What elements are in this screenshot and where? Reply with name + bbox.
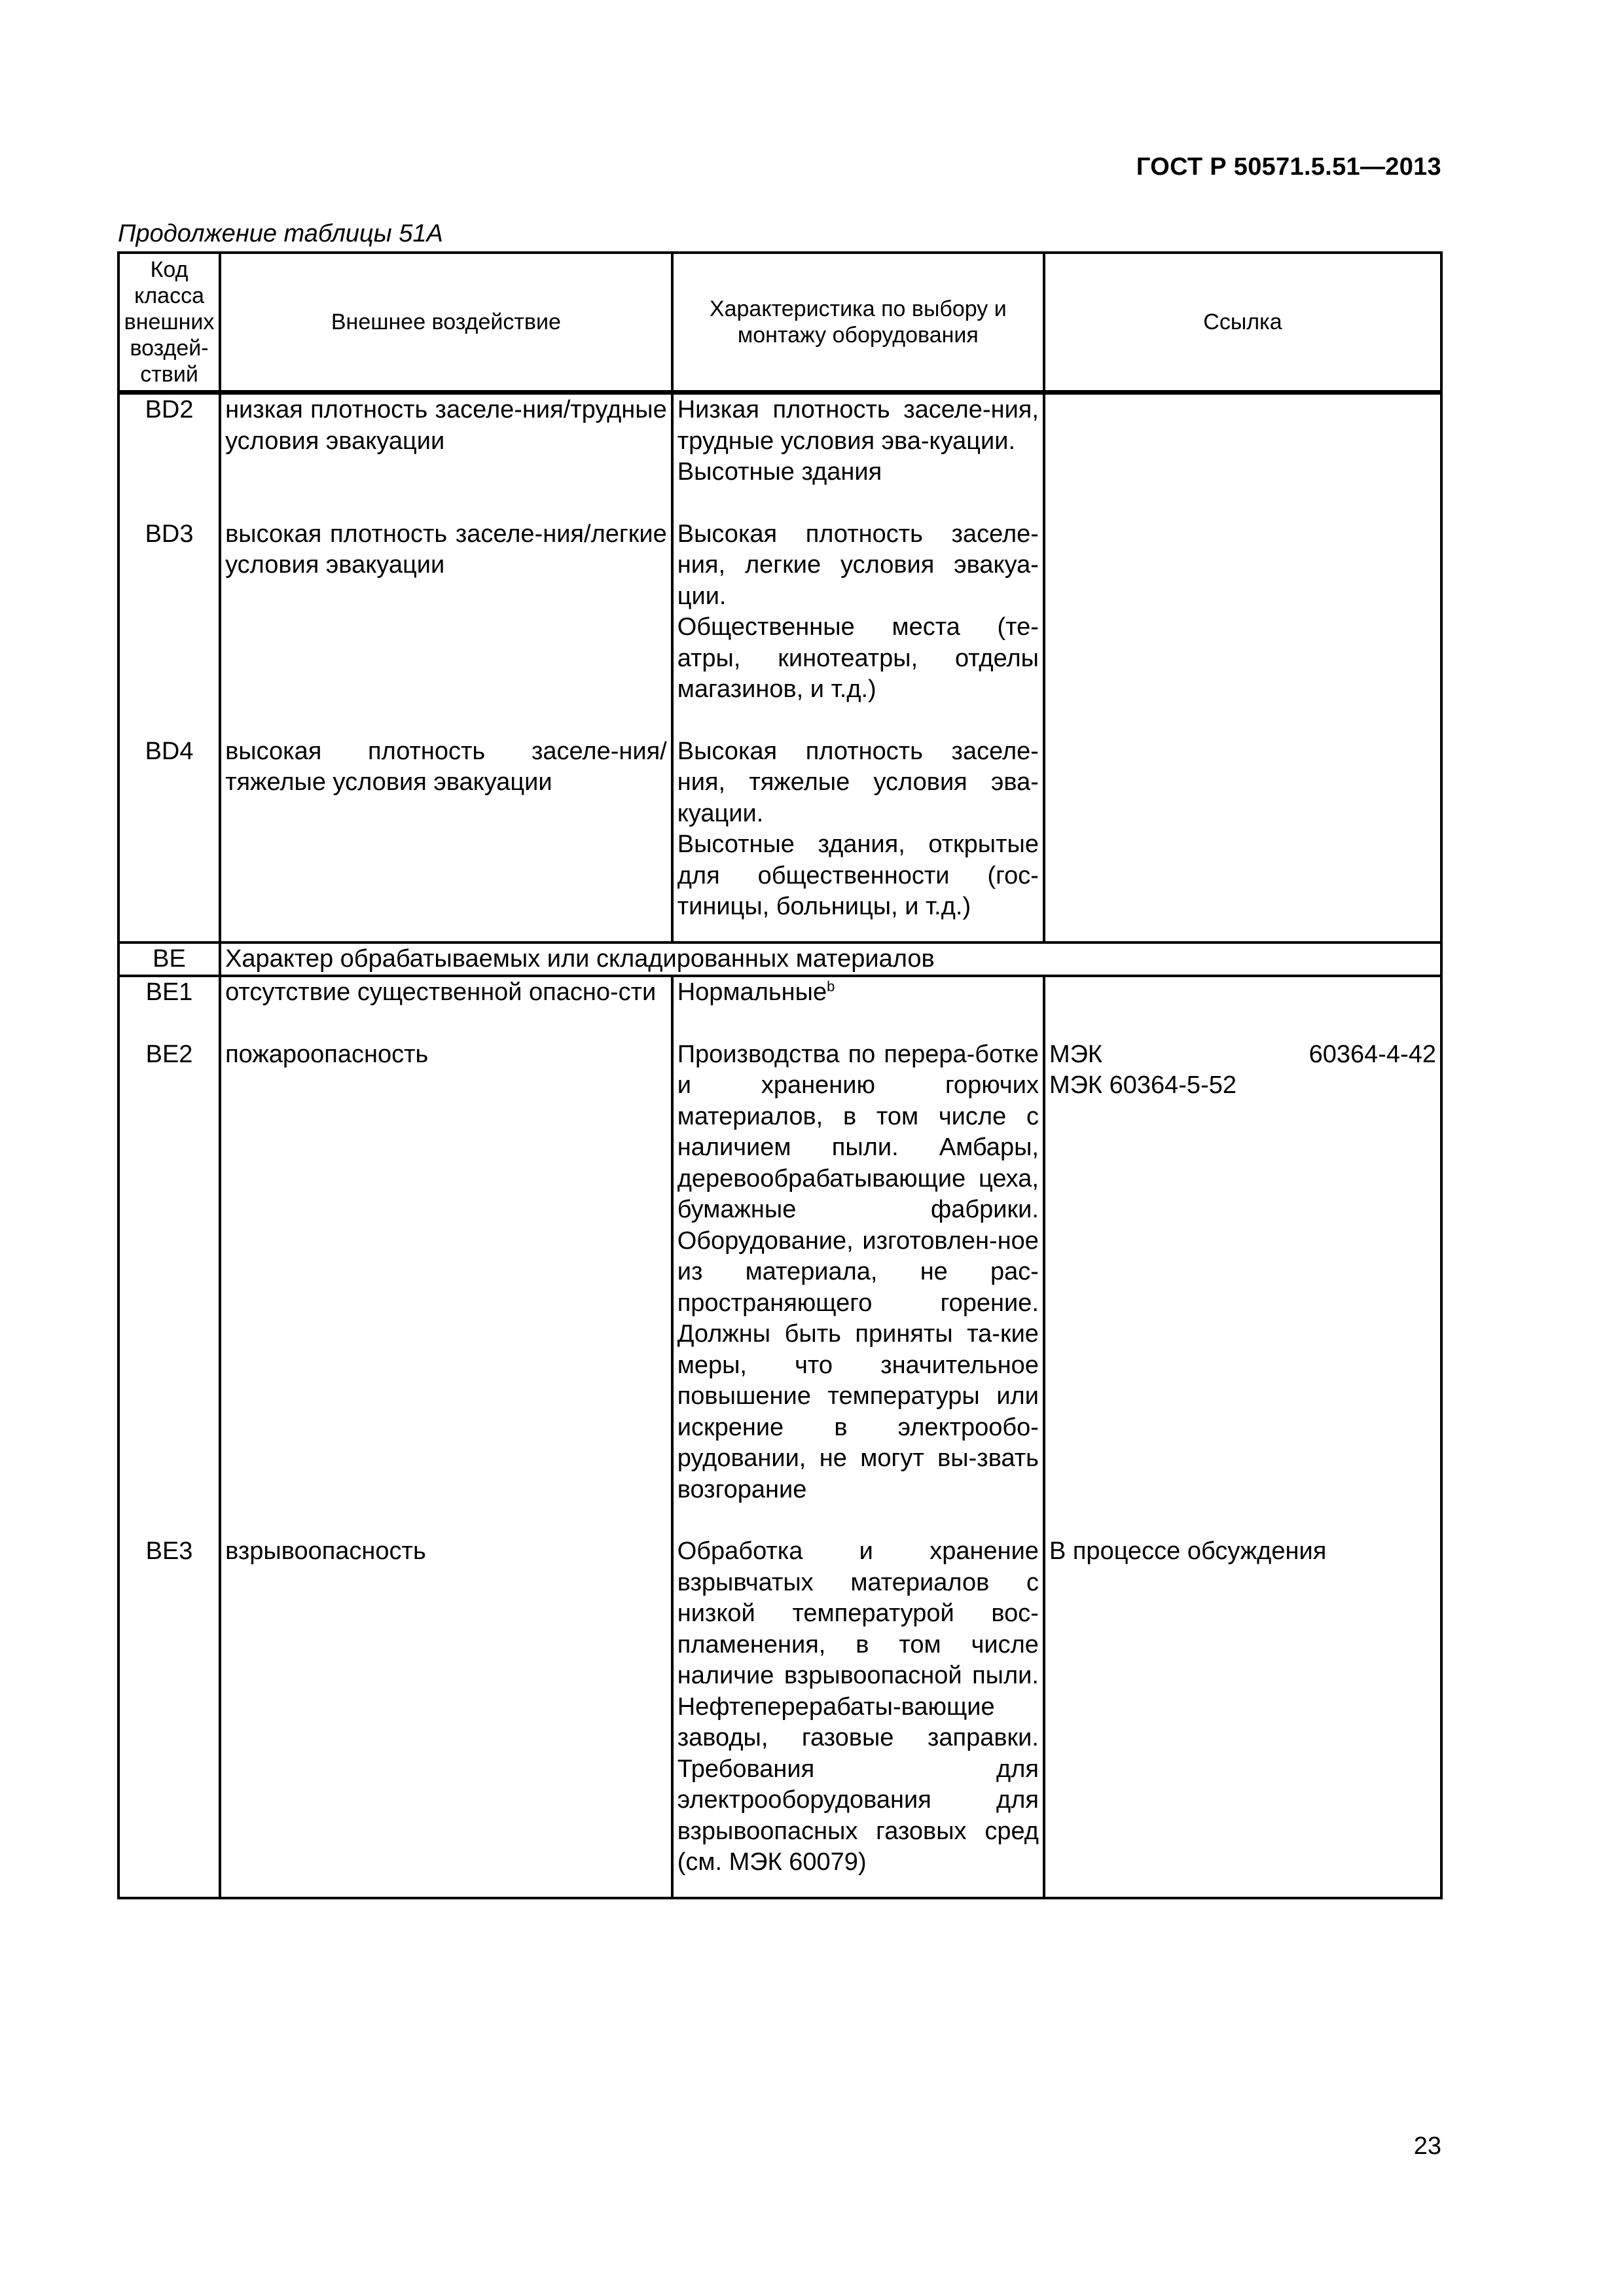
row-reference bbox=[1044, 1039, 1441, 1506]
row-code: BE3 bbox=[118, 1536, 220, 1878]
table-row bbox=[118, 1039, 1441, 1506]
row-characteristic: Обработка и хранение взрывчатых материалов с низкой температурой вос-пламенения, в том числе наличие взрывоопасной пыли. Нефтеперерабаты-вающие заводы, газовые заправки. Требования для электрооборудования для взрывоопасных газовых сред (см. МЭК 60079) bbox=[672, 1536, 1044, 1878]
document-id: ГОСТ Р 50571.5.51—2013 bbox=[1136, 153, 1441, 181]
table-header-row bbox=[118, 253, 1441, 393]
row-influence: взрывоопасность bbox=[220, 1536, 672, 1878]
row-influence: пожароопасность bbox=[220, 1039, 672, 1506]
row-reference bbox=[1044, 519, 1441, 706]
row-influence: высокая плотность заселе-ния/тяжелые условия эвакуации bbox=[220, 736, 672, 923]
table-row bbox=[118, 976, 1441, 1009]
row-influence: высокая плотность заселе-ния/легкие условия эвакуации bbox=[220, 519, 672, 706]
header-reference: Ссылка bbox=[1044, 253, 1441, 393]
row-influence: низкая плотность заселе-ния/трудные условия эвакуации bbox=[220, 393, 672, 488]
header-characteristic: Характеристика по выбору и монтажу оборудования bbox=[672, 253, 1044, 393]
table-row bbox=[118, 1536, 1441, 1878]
row-code: BD2 bbox=[118, 393, 220, 488]
table-row bbox=[118, 736, 1441, 923]
header-code: Код класса внешних воздей-ствий bbox=[118, 253, 220, 393]
row-influence: отсутствие существенной опасно-сти bbox=[220, 976, 672, 1009]
row-code: BE1 bbox=[118, 976, 220, 1009]
reference-line-2: МЭК 60364-5-52 bbox=[1049, 1071, 1236, 1099]
row-code: BD3 bbox=[118, 519, 220, 706]
page-number: 23 bbox=[1413, 2132, 1441, 2160]
characteristic-text: Нормальные bbox=[677, 978, 827, 1006]
reference-prefix: МЭК bbox=[1049, 1040, 1103, 1068]
table-row bbox=[118, 519, 1441, 706]
table-row bbox=[118, 393, 1441, 488]
row-characteristic: Низкая плотность заселе-ния, трудные условия эва-куации. Высотные здания bbox=[672, 393, 1044, 488]
row-characteristic: Высокая плотность заселе-ния, легкие условия эвакуа-ции. Общественные места (те-атры, кинотеатры, отделы магазинов, и т.д.) bbox=[672, 519, 1044, 706]
row-code: BE2 bbox=[118, 1039, 220, 1506]
requirements-table bbox=[117, 251, 1443, 1899]
footnote-marker: b bbox=[827, 978, 835, 995]
row-code: BD4 bbox=[118, 736, 220, 923]
row-reference bbox=[1044, 393, 1441, 488]
row-reference bbox=[1044, 976, 1441, 1009]
row-characteristic: Производства по перера-ботке и хранению горючих материалов, в том числе с наличием пыли. Амбары, деревообрабатывающие цеха, бумажные фабрики. Оборудование, изготовлен-ное из материала, не рас-пространяющего горение. Должны быть приняты та-кие меры, что значительное повышение температуры или искрение в электрообо-рудовании, не могут вы-звать возгорание bbox=[672, 1039, 1044, 1506]
row-characteristic bbox=[672, 976, 1044, 1009]
row-characteristic: Высокая плотность заселе-ния, тяжелые условия эва-куации. Высотные здания, открытые для общественности (гос-тиницы, больницы, и т.д.) bbox=[672, 736, 1044, 923]
reference-line-1 bbox=[1049, 1039, 1436, 1071]
row-reference bbox=[1044, 736, 1441, 923]
row-reference: В процессе обсуждения bbox=[1044, 1536, 1441, 1878]
table-caption: Продолжение таблицы 51А bbox=[118, 220, 443, 247]
section-row bbox=[118, 942, 1441, 977]
section-code: BE bbox=[118, 942, 220, 977]
reference-number: 60364-4-42 bbox=[1308, 1040, 1436, 1068]
header-influence: Внешнее воздействие bbox=[220, 253, 672, 393]
section-title: Характер обрабатываемых или складированных материалов bbox=[220, 942, 1441, 977]
